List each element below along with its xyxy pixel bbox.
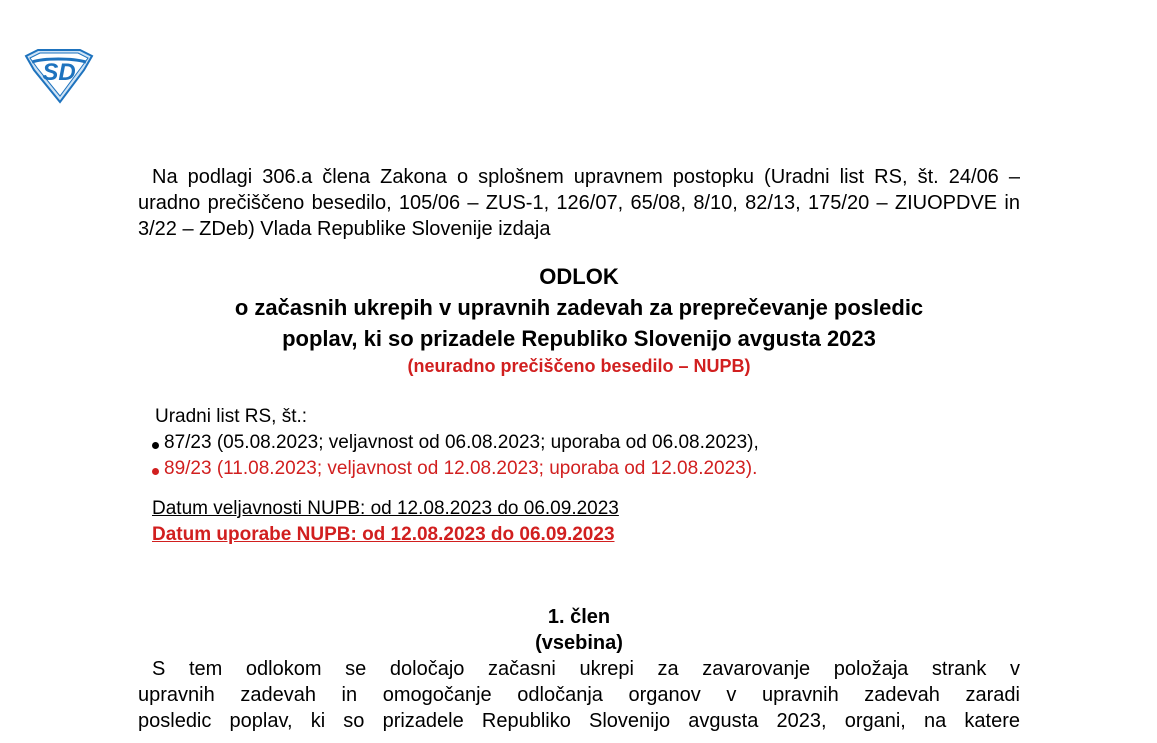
application-date: Datum uporabe NUPB: od 12.08.2023 do 06.09.2023	[152, 524, 615, 545]
gazette-label: Uradni list RS, št.:	[155, 406, 308, 427]
gazette-list	[138, 430, 1020, 482]
document-heading	[138, 262, 1020, 378]
bullet-icon	[152, 468, 159, 475]
article-name: (vsebina)	[535, 632, 623, 654]
official-gazette-section	[138, 404, 1020, 482]
document-subtitle-line-2: poplav, ki so prizadele Republiko Slovenijo avgusta 2023	[282, 326, 876, 351]
document-subtitle-line-1: o začasnih ukrepih v upravnih zadevah za preprečevanje posledic	[234, 295, 924, 320]
validity-date: Datum veljavnosti NUPB: od 12.08.2023 do 06.09.2023	[152, 498, 619, 519]
bullet-icon	[152, 442, 159, 449]
preamble-paragraph: Na podlagi 306.a člena Zakona o splošnem upravnem postopku (Uradni list RS, št. 24/06 – uradno prečiščeno besedilo, 105/06 – ZUS-1, 126/07, 65/08, 8/10, 82/13, 175/20 – ZIUOPDVE in 3/22 – ZDeb) Vlada Republike Slovenije izdaja	[138, 166, 1020, 240]
validity-section	[138, 496, 1020, 548]
article-text-line: upravnih zadevah in omogočanje odločanja organov v upravnih zadevah zaradi	[138, 684, 1020, 706]
unofficial-consolidated-note: (neuradno prečiščeno besedilo – NUPB)	[407, 356, 751, 376]
shield-logo-icon	[22, 48, 96, 104]
document-page	[138, 164, 1020, 734]
gazette-item-text: 89/23 (11.08.2023; veljavnost od 12.08.2023; uporaba od 12.08.2023).	[164, 458, 758, 479]
article-text-line: S tem odlokom se določajo začasni ukrepi za zavarovanje položaja strank v	[152, 658, 1020, 680]
svg-text:SD: SD	[42, 59, 76, 86]
gazette-item	[150, 430, 1020, 456]
gazette-item-text: 87/23 (05.08.2023; veljavnost od 06.08.2023; uporaba od 06.08.2023),	[164, 432, 759, 453]
article-text-line: posledic poplav, ki so prizadele Republiko Slovenijo avgusta 2023, organi, na katere	[138, 710, 1020, 732]
document-title: ODLOK	[539, 264, 619, 289]
article-heading	[138, 604, 1020, 656]
gazette-item	[150, 456, 1020, 482]
article-number: 1. člen	[547, 606, 611, 628]
government-logo	[22, 48, 96, 104]
